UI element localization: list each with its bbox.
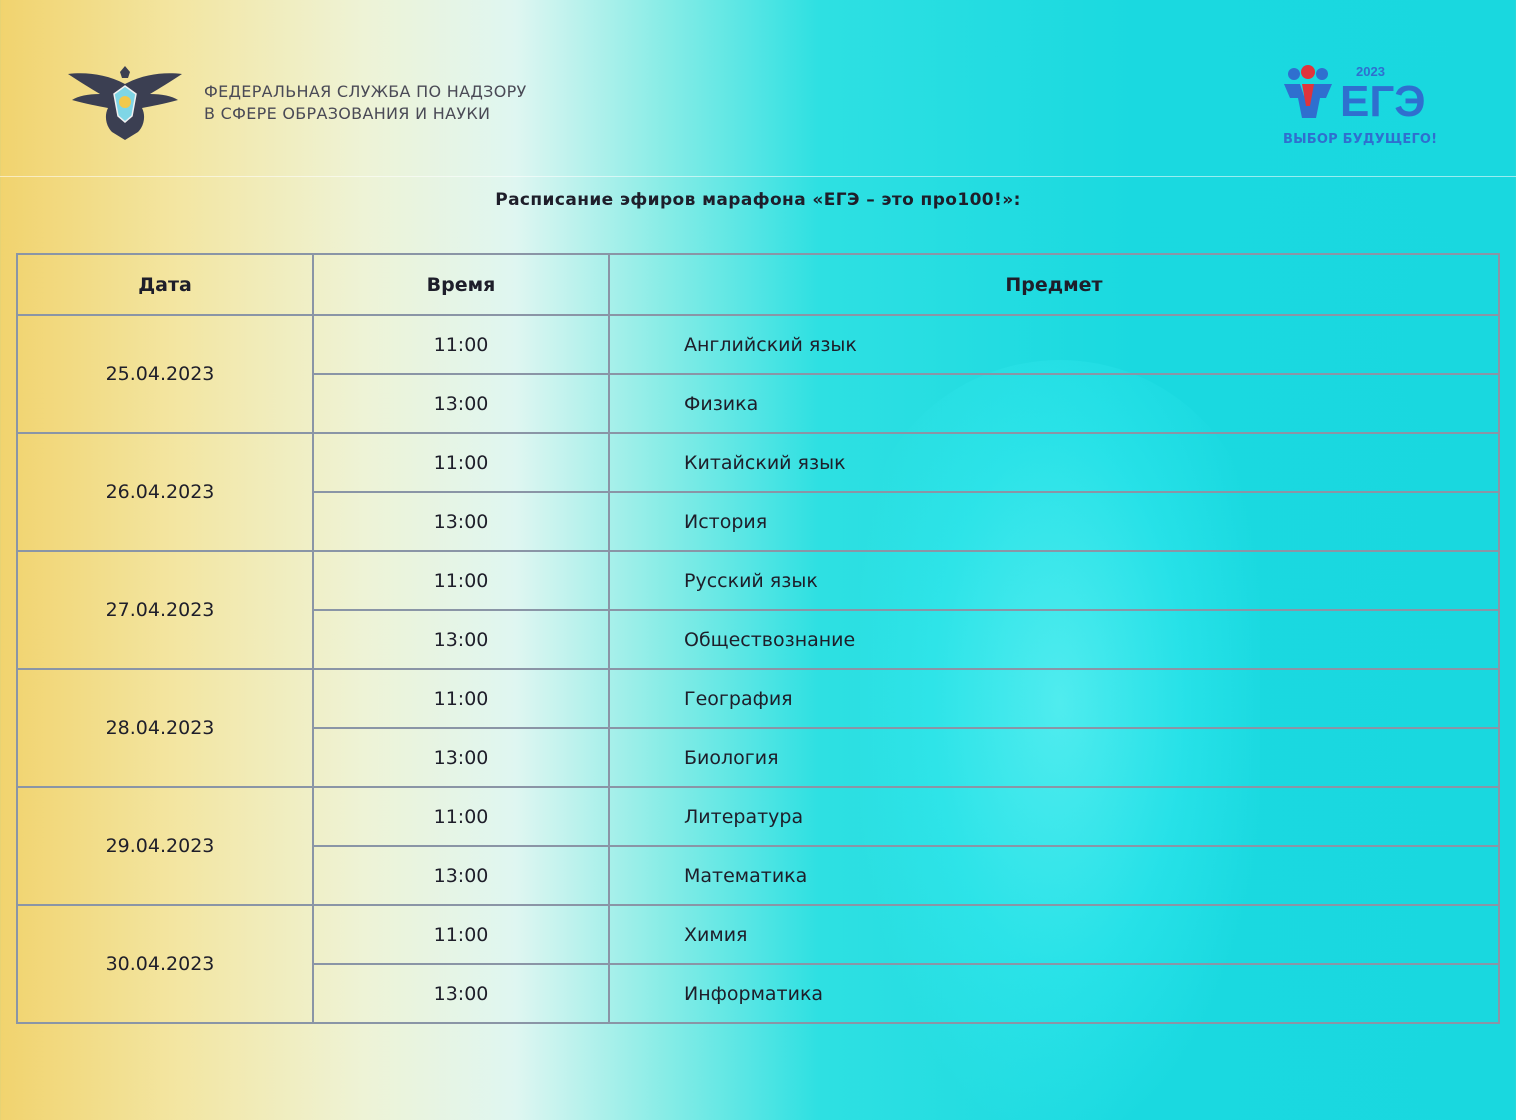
subject-cell: Китайский язык xyxy=(609,433,1499,492)
table-row xyxy=(17,315,1499,374)
subject-cell: Английский язык xyxy=(609,315,1499,374)
date-cell: 29.04.2023 xyxy=(17,787,313,905)
subject-cell: Литература xyxy=(609,787,1499,846)
time-cell: 13:00 xyxy=(313,964,609,1023)
date-cell: 30.04.2023 xyxy=(17,905,313,1023)
subject-cell: История xyxy=(609,492,1499,551)
time-cell: 11:00 xyxy=(313,787,609,846)
time-cell: 13:00 xyxy=(313,846,609,905)
header-divider xyxy=(0,176,1516,177)
time-cell: 11:00 xyxy=(313,551,609,610)
subject-cell: Информатика xyxy=(609,964,1499,1023)
subject-cell: Обществознание xyxy=(609,610,1499,669)
subject-cell: География xyxy=(609,669,1499,728)
schedule-table xyxy=(16,253,1500,1024)
ege-logo xyxy=(1280,62,1450,154)
time-cell: 13:00 xyxy=(313,492,609,551)
subject-cell: Биология xyxy=(609,728,1499,787)
header-subject: Предмет xyxy=(609,254,1499,315)
ege-slogan: ВЫБОР БУДУЩЕГО! xyxy=(1283,132,1438,147)
subject-cell: Химия xyxy=(609,905,1499,964)
table-header-row xyxy=(17,254,1499,315)
time-cell: 13:00 xyxy=(313,728,609,787)
header-date: Дата xyxy=(17,254,313,315)
subject-cell: Физика xyxy=(609,374,1499,433)
date-cell: 27.04.2023 xyxy=(17,551,313,669)
time-cell: 11:00 xyxy=(313,315,609,374)
org-name-line2: В СФЕРЕ ОБРАЗОВАНИЯ И НАУКИ xyxy=(204,104,491,123)
eagle-emblem-icon xyxy=(66,64,184,142)
table-row xyxy=(17,669,1499,728)
subject-cell: Русский язык xyxy=(609,551,1499,610)
time-cell: 13:00 xyxy=(313,374,609,433)
table-row xyxy=(17,551,1499,610)
table-row xyxy=(17,433,1499,492)
date-cell: 25.04.2023 xyxy=(17,315,313,433)
ege-title: ЕГЭ xyxy=(1340,77,1426,126)
time-cell: 11:00 xyxy=(313,905,609,964)
org-name xyxy=(204,81,527,125)
subject-cell: Математика xyxy=(609,846,1499,905)
page-title: Расписание эфиров марафона «ЕГЭ – это про100!»: xyxy=(495,190,1021,210)
date-cell: 26.04.2023 xyxy=(17,433,313,551)
date-cell: 28.04.2023 xyxy=(17,669,313,787)
time-cell: 13:00 xyxy=(313,610,609,669)
table-row xyxy=(17,905,1499,964)
time-cell: 11:00 xyxy=(313,669,609,728)
org-header xyxy=(66,64,527,142)
ege-year: 2023 xyxy=(1356,64,1385,79)
ege-people-icon xyxy=(1280,62,1450,126)
table-row xyxy=(17,787,1499,846)
header-time: Время xyxy=(313,254,609,315)
time-cell: 11:00 xyxy=(313,433,609,492)
org-name-line1: ФЕДЕРАЛЬНАЯ СЛУЖБА ПО НАДЗОРУ xyxy=(204,82,527,101)
